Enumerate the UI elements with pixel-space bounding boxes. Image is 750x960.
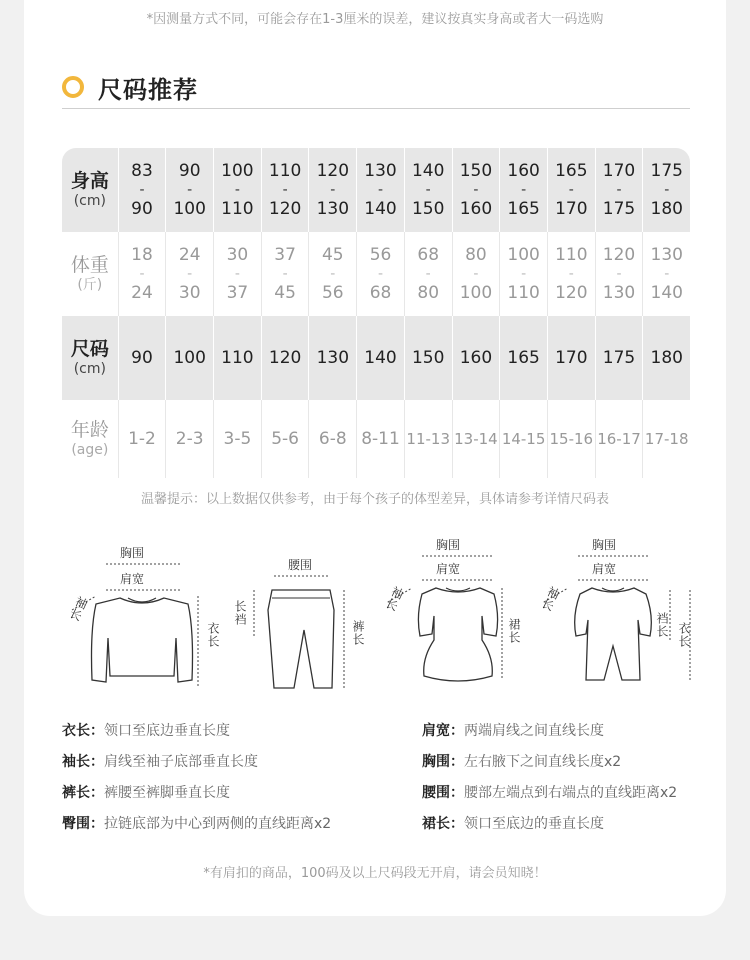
range-start: 150	[459, 161, 493, 181]
shirt-chest-label: 胸围	[120, 546, 145, 560]
range-start: 120	[602, 245, 636, 265]
dress-diagram	[378, 530, 528, 690]
dress-length-label: 裙长	[507, 618, 521, 644]
section-header	[62, 70, 198, 104]
table-row	[62, 316, 690, 400]
range-dash: -	[473, 182, 479, 198]
range-start: 140	[411, 161, 445, 181]
cell-value: 90	[131, 348, 153, 368]
table-cell	[452, 148, 500, 232]
row-header	[62, 148, 118, 232]
range-start: 68	[417, 245, 440, 265]
table-cell	[308, 316, 356, 400]
table-cell	[308, 148, 356, 232]
pants-diagram	[230, 550, 370, 695]
range-dash: -	[664, 182, 670, 198]
range-dash: -	[187, 266, 193, 282]
dress-sleeve-label: 袖长	[382, 584, 406, 614]
row-header	[62, 316, 118, 400]
cell-value: 13-14	[454, 430, 498, 448]
table-cell	[356, 316, 404, 400]
size-table	[62, 148, 690, 478]
table-cell	[261, 400, 309, 478]
romper-icon	[536, 530, 696, 690]
row-unit: (cm)	[73, 193, 106, 209]
table-cell	[118, 232, 166, 316]
shoulder-button-note: *有肩扣的商品，100码及以上尺码段无开肩，请会员知晓！	[203, 866, 547, 881]
table-cell	[642, 316, 690, 400]
table-cell	[261, 148, 309, 232]
ring-icon	[62, 76, 84, 98]
table-cell	[356, 400, 404, 478]
table-cell	[261, 316, 309, 400]
table-cell	[356, 232, 404, 316]
table-cell	[404, 316, 452, 400]
table-cell	[452, 400, 500, 478]
dress-shoulder-label: 肩宽	[436, 562, 461, 576]
cell-value: 150	[411, 348, 445, 368]
cell-value: 100	[173, 348, 206, 368]
range-end: 30	[178, 283, 201, 303]
range-dash: -	[664, 266, 670, 282]
table-cell	[595, 316, 643, 400]
range-end: 100	[459, 283, 493, 303]
range-start: 45	[321, 245, 344, 265]
table-cell	[118, 148, 166, 232]
table-cell	[547, 316, 595, 400]
range-dash: -	[234, 266, 240, 282]
romper-diagram	[536, 530, 696, 690]
table-cell	[261, 232, 309, 316]
range-start: 90	[178, 161, 201, 181]
pants-waist-label: 腰围	[288, 558, 313, 572]
table-cell	[547, 400, 595, 478]
shirt-shoulder-label: 肩宽	[120, 572, 145, 586]
pants-icon	[230, 550, 370, 695]
cell-value: 6-8	[318, 429, 347, 449]
table-cell	[404, 148, 452, 232]
row-label: 身高	[70, 170, 109, 192]
range-start: 24	[178, 245, 201, 265]
table-cell	[499, 232, 547, 316]
table-cell	[213, 148, 261, 232]
table-cell	[499, 400, 547, 478]
table-cell	[165, 316, 213, 400]
cell-value: 5-6	[271, 429, 299, 449]
table-cell	[165, 148, 213, 232]
range-start: 110	[268, 161, 302, 181]
cell-value: 11-13	[406, 430, 450, 448]
range-end: 90	[131, 199, 153, 219]
shirt-length-label: 衣长	[206, 622, 220, 648]
tip-text: 温馨提示：以上数据仅供参考，由于每个孩子的体型差异，具体请参考详情尺码表	[140, 492, 609, 507]
definition-item: 衣长：领口至底边垂直长度	[62, 723, 230, 739]
cell-value: 16-17	[597, 430, 641, 448]
definition-item: 腰围：腰部左端点到右端点的直线距离x2	[422, 785, 678, 801]
table-cell	[452, 232, 500, 316]
range-end: 140	[650, 283, 683, 303]
range-end: 110	[221, 199, 254, 219]
range-start: 130	[650, 245, 683, 265]
dress-icon	[378, 530, 528, 690]
range-start: 130	[364, 161, 397, 181]
table-cell	[595, 232, 643, 316]
cell-value: 14-15	[501, 430, 546, 448]
range-dash: -	[282, 182, 288, 198]
range-end: 45	[274, 283, 296, 303]
table-cell	[356, 148, 404, 232]
range-dash: -	[568, 182, 574, 198]
definition-item: 袖长：肩线至袖子底部垂直长度	[62, 754, 258, 770]
cell-value: 110	[221, 348, 254, 368]
table-cell	[452, 316, 500, 400]
range-end: 170	[555, 199, 588, 219]
romper-rise-label: 裆长	[655, 612, 669, 638]
range-start: 175	[650, 161, 683, 181]
cell-value: 120	[268, 348, 302, 368]
range-start: 100	[221, 161, 254, 181]
range-end: 37	[226, 283, 249, 303]
shirt-icon	[62, 540, 222, 690]
range-end: 68	[369, 283, 392, 303]
range-start: 18	[131, 245, 153, 265]
range-start: 160	[507, 161, 540, 181]
range-end: 56	[321, 283, 344, 303]
cell-value: 140	[364, 348, 397, 368]
range-start: 165	[555, 161, 588, 181]
range-dash: -	[282, 266, 288, 282]
row-unit: (age)	[71, 442, 109, 458]
table-cell	[642, 400, 690, 478]
range-dash: -	[330, 182, 336, 198]
row-label: 年龄	[70, 419, 109, 441]
range-dash: -	[568, 266, 574, 282]
table-cell	[213, 316, 261, 400]
cell-value: 130	[316, 348, 350, 368]
dress-chest-label: 胸围	[436, 538, 461, 552]
table-cell	[547, 232, 595, 316]
range-end: 120	[555, 283, 588, 303]
table-row	[62, 232, 690, 316]
range-dash: -	[616, 182, 622, 198]
range-dash: -	[139, 266, 145, 282]
range-dash: -	[425, 182, 431, 198]
range-end: 130	[602, 283, 636, 303]
table-cell	[404, 232, 452, 316]
definition-item: 肩宽：两端肩线之间直线长度	[422, 723, 604, 739]
section-title: 尺码推荐	[98, 75, 198, 104]
table-cell	[118, 400, 166, 478]
range-end: 165	[507, 199, 540, 219]
range-end: 150	[411, 199, 445, 219]
definition-item: 裙长：领口至底边的垂直长度	[422, 816, 604, 832]
cell-value: 165	[507, 348, 540, 368]
range-dash: -	[425, 266, 431, 282]
cell-value: 175	[602, 348, 636, 368]
row-label: 体重	[70, 254, 109, 276]
range-start: 100	[507, 245, 540, 265]
range-end: 100	[173, 199, 206, 219]
range-dash: -	[139, 182, 145, 198]
range-end: 120	[268, 199, 302, 219]
table-cell	[213, 232, 261, 316]
range-dash: -	[473, 266, 479, 282]
range-dash: -	[234, 182, 240, 198]
table-row	[62, 148, 690, 232]
title-divider	[62, 108, 690, 109]
cell-value: 15-16	[549, 430, 594, 448]
range-start: 170	[602, 161, 636, 181]
romper-shoulder-label: 肩宽	[592, 562, 617, 576]
range-end: 175	[602, 199, 636, 219]
cell-value: 1-2	[128, 429, 156, 449]
range-end: 130	[316, 199, 350, 219]
table-cell	[642, 148, 690, 232]
definition-item: 胸围：左右腋下之间直线长度x2	[422, 754, 622, 770]
romper-sleeve-label: 袖长	[538, 584, 562, 614]
range-start: 83	[131, 161, 153, 181]
definition-item: 裤长：裤腰至裤脚垂直长度	[62, 785, 230, 801]
table-cell	[547, 148, 595, 232]
table-cell	[404, 400, 452, 478]
romper-length-label: 衣长	[677, 622, 691, 648]
table-cell	[165, 400, 213, 478]
row-unit: (斤)	[77, 277, 103, 293]
cell-value: 8-11	[361, 429, 400, 449]
pants-length-label: 裤长	[351, 620, 365, 646]
cell-value: 2-3	[175, 429, 204, 449]
range-start: 80	[465, 245, 487, 265]
cell-value: 180	[650, 348, 683, 368]
table-cell	[595, 148, 643, 232]
range-dash: -	[377, 266, 384, 282]
pants-rise-label: 长裆	[233, 600, 247, 626]
table-cell	[595, 400, 643, 478]
range-dash: -	[616, 266, 622, 282]
range-end: 140	[364, 199, 397, 219]
row-unit: (cm)	[73, 361, 106, 377]
cell-value: 17-18	[644, 430, 689, 448]
definition-item: 臀围：拉链底部为中心到两侧的直线距离x2	[62, 816, 332, 832]
table-cell	[308, 400, 356, 478]
range-dash: -	[521, 182, 527, 198]
range-end: 160	[459, 199, 493, 219]
range-dash: -	[377, 182, 384, 198]
table-cell	[642, 232, 690, 316]
table-cell	[213, 400, 261, 478]
romper-chest-label: 胸围	[592, 538, 617, 552]
table-cell	[499, 316, 547, 400]
row-header	[62, 400, 118, 478]
range-end: 180	[650, 199, 683, 219]
range-start: 56	[369, 245, 392, 265]
range-end: 110	[507, 283, 540, 303]
table-cell	[165, 232, 213, 316]
range-end: 24	[131, 283, 153, 303]
range-start: 37	[274, 245, 296, 265]
row-header	[62, 232, 118, 316]
cell-value: 170	[555, 348, 588, 368]
range-dash: -	[521, 266, 527, 282]
range-end: 80	[417, 283, 440, 303]
range-start: 30	[226, 245, 249, 265]
range-dash: -	[330, 266, 336, 282]
shirt-diagram	[62, 540, 222, 690]
range-start: 110	[555, 245, 588, 265]
shirt-sleeve-label: 袖长	[66, 594, 90, 624]
table-cell	[308, 232, 356, 316]
table-cell	[499, 148, 547, 232]
row-label: 尺码	[70, 338, 109, 360]
table-cell	[118, 316, 166, 400]
measurement-note: *因测量方式不同，可能会存在1-3厘米的误差，建议按真实身高或者大一码选购	[146, 12, 604, 27]
range-dash: -	[187, 182, 193, 198]
range-start: 120	[316, 161, 350, 181]
table-row	[62, 400, 690, 478]
cell-value: 3-5	[223, 429, 252, 449]
cell-value: 160	[459, 348, 493, 368]
